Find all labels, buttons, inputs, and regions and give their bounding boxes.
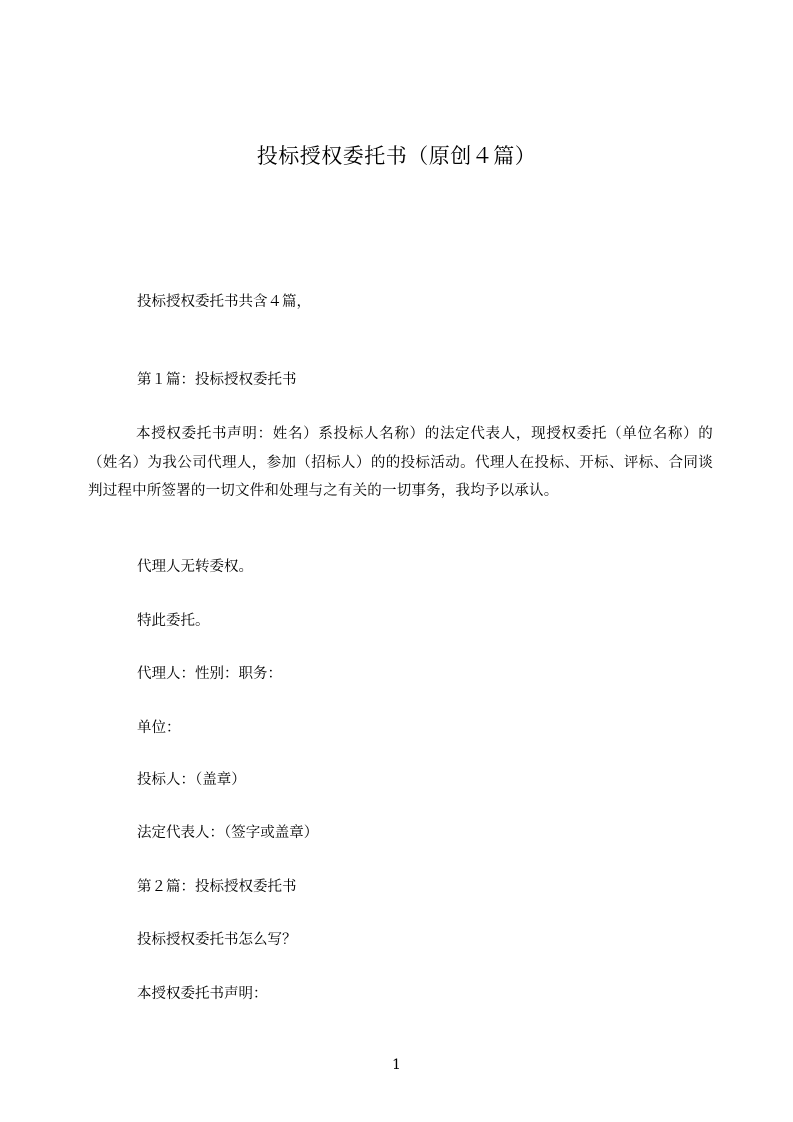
section1-body: 本授权委托书声明：姓名）系投标人名称）的法定代表人，现授权委托（单位名称）的（姓名）为我公司代理人，参加（招标人）的的投标活动。代理人在投标、开标、评标、合同谈判过程中所签署的一切文件和处理与之有关的一切事务，我均予以承认。: [88, 426, 713, 499]
section2-heading: 第２篇：投标授权委托书: [137, 879, 297, 895]
legal-rep-line: 法定代表人：（签字或盖章）: [137, 825, 319, 841]
section1-heading: 第１篇：投标授权委托书: [137, 372, 297, 388]
section2-question: 投标授权委托书怎么写？: [137, 932, 297, 948]
intro-line: 投标授权委托书共含４篇，: [137, 294, 311, 310]
agent-line: 代理人：性别：职务：: [137, 666, 282, 682]
bidder-line: 投标人：（盖章）: [137, 772, 246, 788]
special-entrust-line: 特此委托。: [137, 613, 210, 629]
document-title: 投标授权委托书（原创４篇）: [256, 144, 537, 168]
unit-line: 单位：: [137, 720, 181, 736]
page-number: 1: [392, 1057, 401, 1073]
section2-statement: 本授权委托书声明：: [137, 986, 268, 1002]
no-delegation-line: 代理人无转委权。: [137, 559, 253, 575]
